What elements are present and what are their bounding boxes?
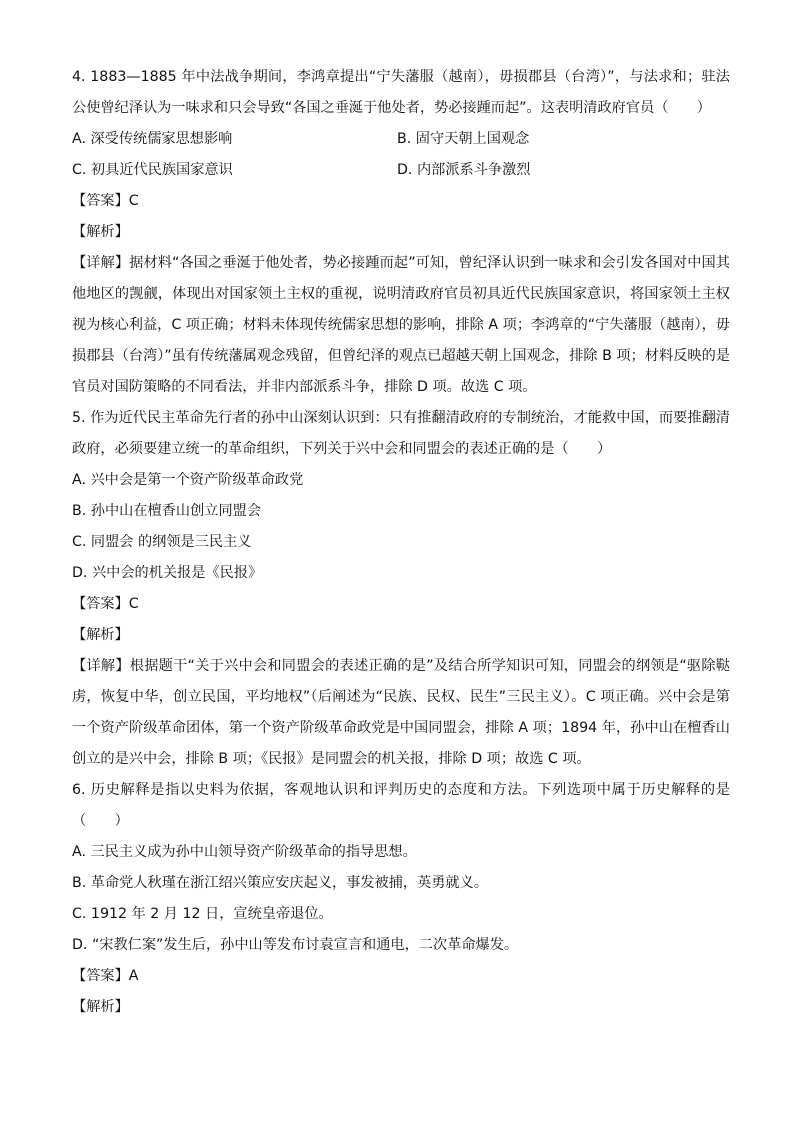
page-content [72,62,730,1023]
question-6-option-d: D. “宋教仁案”发生后，孙中山等发布讨袁宣言和通电，二次革命爆发。 [72,937,519,953]
question-6 [72,775,730,1023]
question-6-option-c: C. 1912 年 2 月 12 日，宣统皇帝退位。 [72,906,333,922]
question-5-stem: 5. 作为近代民主革命先行者的孙中山深刻认识到：只有推翻清政府的专制统治，才能救中国，而要推翻清政府，必须要建立统一的革命组织，下列关于兴中会和同盟会的表述正确的是（ ） [72,410,730,457]
question-4-option-d: D. 内部派系斗争激烈 [397,162,531,178]
question-5 [72,403,730,775]
question-4-analysis-title: 【解析】 [72,224,129,240]
question-5-detail: 【详解】根据题干“关于兴中会和同盟会的表述正确的是”及结合所学知识可知，同盟会的纲领是“驱除鞑虏，恢复中华，创立民国，平均地权”（后阐述为“民族、民权、民生”三民主义）。C 项正确。兴中会是第一个资产阶级革命团体，第一个资产阶级革命政党是中国同盟会，排除 A 项；1894 年，孙中山在檀香山创立的是兴中会，排除 B 项；《民报》是同盟会的机关报，排除 D 项；故选 C 项。 [72,658,730,767]
question-4-option-c: C. 初具近代民族国家意识 [72,162,233,178]
question-4-stem: 4. 1883—1885 年中法战争期间，李鸿章提出“宁失藩服（越南），毋损郡县（台湾）”，与法求和；驻法公使曾纪泽认为一味求和只会导致“各国之垂涎于他处者，势必接踵而起”。这表明清政府官员（ ） [72,69,730,116]
question-6-option-a: A. 三民主义成为孙中山领导资产阶级革命的指导思想。 [72,844,417,860]
question-4 [72,62,730,403]
question-6-stem: 6. 历史解释是指以史料为依据，客观地认识和评判历史的态度和方法。下列选项中属于历史解释的是（ ） [72,782,730,829]
question-5-option-c: C. 同盟会 的纲领是三民主义 [72,534,252,550]
question-5-analysis-title: 【解析】 [72,627,129,643]
question-4-options-row-1 [72,124,730,155]
question-6-option-b: B. 革命党人秋瑾在浙江绍兴策应安庆起义，事发被捕，英勇就义。 [72,875,489,891]
question-5-option-a: A. 兴中会是第一个资产阶级革命政党 [72,472,304,488]
question-4-answer: 【答案】C [72,193,139,209]
question-5-option-b: B. 孙中山在檀香山创立同盟会 [72,503,262,519]
question-4-detail: 【详解】据材料“各国之垂涎于他处者，势必接踵而起”可知，曾纪泽认识到一味求和会引发各国对中国其他地区的觊觎，体现出对国家领土主权的重视，说明清政府官员初具近代民族国家意识，将国家领土主权视为核心利益，C 项正确；材料未体现传统儒家思想的影响，排除 A 项；李鸿章的“宁失藩服（越南），毋损郡县（台湾）”虽有传统藩属观念残留，但曾纪泽的观点已超越天朝上国观念，排除 B 项；材料反映的是官员对国防策略的不同看法，并非内部派系斗争，排除 D 项。故选 C 项。 [72,255,730,395]
question-4-options-row-2 [72,155,730,186]
question-6-analysis-title: 【解析】 [72,999,129,1015]
question-4-option-a: A. 深受传统儒家思想影响 [72,131,233,147]
question-6-answer: 【答案】A [72,968,139,984]
question-4-option-b: B. 固守天朝上国观念 [397,131,530,147]
question-5-option-d: D. 兴中会的机关报是《民报》 [72,565,263,581]
question-5-answer: 【答案】C [72,596,139,612]
